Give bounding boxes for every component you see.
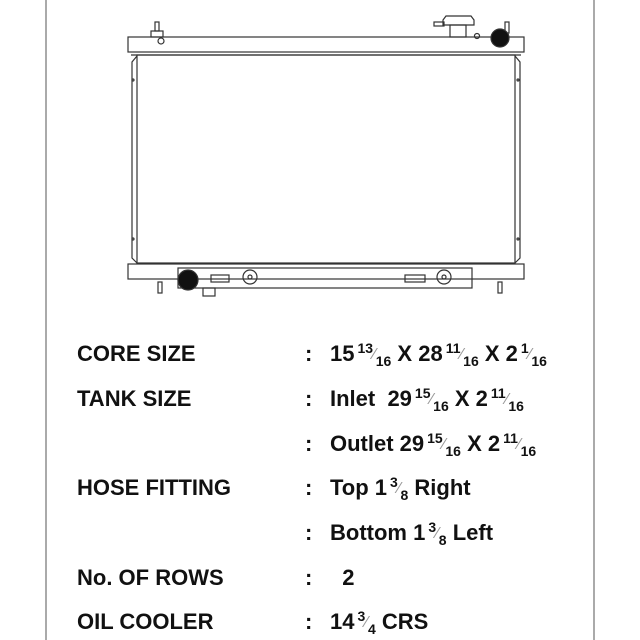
fraction-slash: ⁄ bbox=[442, 436, 446, 453]
fraction-slash: ⁄ bbox=[430, 391, 434, 408]
fraction-slash: ⁄ bbox=[460, 346, 464, 363]
fraction-numerator: 3 bbox=[428, 519, 437, 535]
spec-value bbox=[330, 565, 354, 591]
spec-label: OIL COOLER bbox=[77, 609, 214, 634]
fraction-slash: ⁄ bbox=[528, 346, 532, 363]
value-text: Outlet 29 bbox=[330, 431, 425, 456]
core bbox=[137, 55, 515, 263]
fraction bbox=[425, 519, 447, 548]
fraction-denominator: 16 bbox=[433, 398, 449, 414]
value-text: Left bbox=[446, 520, 494, 545]
fraction bbox=[354, 340, 392, 369]
spec-colon: : bbox=[305, 609, 313, 634]
value-text: 15 bbox=[330, 341, 355, 366]
fraction-slash: ⁄ bbox=[397, 480, 401, 497]
fraction-numerator: 3 bbox=[390, 474, 398, 490]
spec-value bbox=[330, 475, 471, 501]
fraction-slash: ⁄ bbox=[365, 614, 368, 631]
upper-hose-fitting-icon bbox=[491, 29, 509, 47]
spec-colon: : bbox=[305, 520, 313, 545]
bottom-posts bbox=[158, 282, 502, 296]
spec-value bbox=[330, 431, 536, 457]
fraction-denominator: 16 bbox=[463, 353, 479, 369]
filler-cap bbox=[434, 16, 474, 37]
spec-colon: : bbox=[305, 431, 313, 456]
value-text: Inlet 29 bbox=[330, 386, 412, 411]
value-text: Bottom 1 bbox=[330, 520, 426, 545]
fraction-numerator: 15 bbox=[427, 430, 443, 446]
value-text: 14 bbox=[330, 609, 355, 634]
fraction bbox=[424, 430, 461, 459]
fraction bbox=[518, 340, 547, 369]
spec-colon: : bbox=[305, 386, 313, 411]
spec-label: CORE SIZE bbox=[77, 341, 196, 366]
fraction-denominator: 16 bbox=[375, 353, 392, 369]
value-text: Top 1 bbox=[330, 475, 388, 500]
fraction-denominator: 16 bbox=[508, 398, 524, 414]
fraction-numerator: 15 bbox=[414, 385, 431, 401]
fraction bbox=[354, 608, 376, 637]
fraction-denominator: 4 bbox=[367, 621, 376, 637]
top-left-post bbox=[151, 22, 164, 44]
fraction-numerator: 11 bbox=[490, 385, 506, 401]
spec-colon: : bbox=[305, 475, 313, 500]
fraction-denominator: 16 bbox=[531, 353, 547, 369]
fraction-slash: ⁄ bbox=[436, 525, 439, 542]
spec-label: HOSE FITTING bbox=[77, 475, 231, 500]
lower-hose-fitting-icon bbox=[178, 270, 198, 290]
fraction bbox=[387, 474, 409, 503]
fraction-numerator: 1 bbox=[520, 340, 529, 356]
spec-colon: : bbox=[305, 565, 313, 590]
value-text: X 2 bbox=[478, 341, 518, 366]
fraction-denominator: 16 bbox=[445, 443, 461, 459]
top-tank bbox=[128, 37, 524, 52]
fraction-denominator: 8 bbox=[400, 487, 409, 503]
right-bracket bbox=[515, 56, 520, 263]
fraction-denominator: 8 bbox=[438, 532, 447, 548]
value-text: CRS bbox=[375, 609, 429, 634]
fraction bbox=[500, 430, 537, 459]
fraction-slash: ⁄ bbox=[505, 391, 509, 408]
fraction-numerator: 13 bbox=[357, 340, 374, 356]
left-bracket bbox=[132, 56, 137, 263]
fraction-slash: ⁄ bbox=[373, 346, 376, 363]
fraction-slash: ⁄ bbox=[517, 436, 521, 453]
fraction bbox=[488, 385, 524, 414]
value-text: Right bbox=[408, 475, 471, 500]
spec-label: No. OF ROWS bbox=[77, 565, 224, 590]
spec-value bbox=[330, 520, 493, 546]
spec-label: TANK SIZE bbox=[77, 386, 192, 411]
value-text: X 2 bbox=[460, 431, 501, 456]
value-text: X 2 bbox=[448, 386, 488, 411]
value-text: 2 bbox=[330, 565, 355, 590]
spec-value bbox=[330, 386, 524, 412]
value-text: X 28 bbox=[391, 341, 443, 366]
radiator-drawing bbox=[0, 0, 640, 310]
fraction-numerator: 11 bbox=[503, 430, 518, 446]
mount-slots bbox=[211, 270, 451, 284]
fraction-numerator: 3 bbox=[357, 608, 366, 624]
spec-value bbox=[330, 609, 428, 635]
fraction-numerator: 11 bbox=[445, 340, 461, 356]
fraction bbox=[443, 340, 479, 369]
spec-value bbox=[330, 341, 547, 367]
spec-colon: : bbox=[305, 341, 313, 366]
fraction-denominator: 16 bbox=[520, 443, 537, 459]
fraction bbox=[412, 385, 449, 414]
